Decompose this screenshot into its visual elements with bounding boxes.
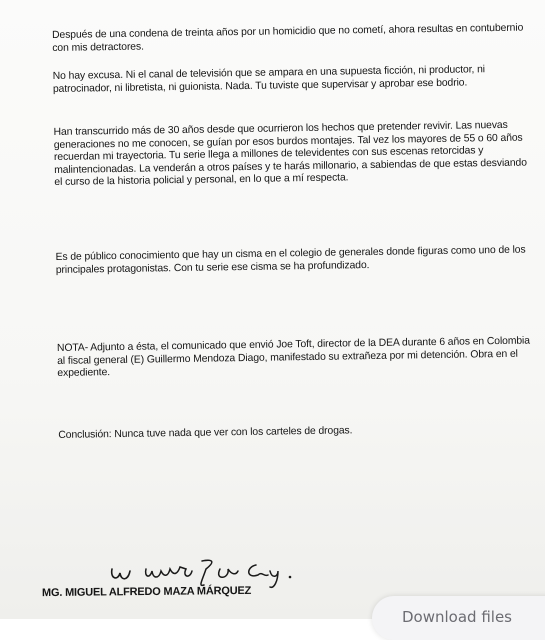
paragraph-opening: Después de una condena de treinta años por un homicidio que no cometí, ahora resultas en contubernio con mis detractores. bbox=[52, 22, 524, 54]
signatory-name: MG. MIGUEL ALFREDO MAZA MÁRQUEZ bbox=[41, 584, 252, 600]
letter-body bbox=[52, 22, 530, 441]
paragraph-schism: Es de público conocimiento que hay un cisma en el colegio de generales donde figuras como uno de los principales protagonistas. Con tu serie ese cisma se ha profundizado. bbox=[55, 244, 526, 276]
paragraph-no-excuse: No hay excusa. Ni el canal de televisión que se ampara en una supuesta ficción, ni productor, ni patrocinador, ni libretista, ni guionista. Nada. Tu tuviste que supervisar y aprobar ese bodrio. bbox=[52, 64, 486, 95]
handwritten-signature bbox=[106, 547, 326, 589]
paragraph-events: Han transcurrido más de 30 años desde que ocurrieron los hechos que pretender revivir. Las nuevas generaciones no me conocen, se guían por esos burdos montajes. Tal vez los mayores de 55 o 60 años recuerdan mi trayectoria. Tu serie llega a millones de televidentes con sus escenas retorcidas y malintencionadas. La venderán a otros países y te harás millonario, a sabiendas de que estas desviando el curso de la historia policial y personal, en lo que a mí respecta. bbox=[53, 119, 527, 189]
paragraph-note: NOTA- Adjunto a ésta, el comunicado que envió Joe Toft, director de la DEA durante 6 años en Colombia al fiscal general (E) Guillermo Mendoza Diago, manifestado su extrañeza por mi detención. Obra en el expediente. bbox=[56, 335, 530, 380]
download-files-label: Download files bbox=[402, 608, 512, 626]
download-files-button[interactable] bbox=[372, 596, 545, 640]
paragraph-conclusion: Conclusión: Nunca tuve nada que ver con los carteles de drogas. bbox=[58, 425, 353, 441]
